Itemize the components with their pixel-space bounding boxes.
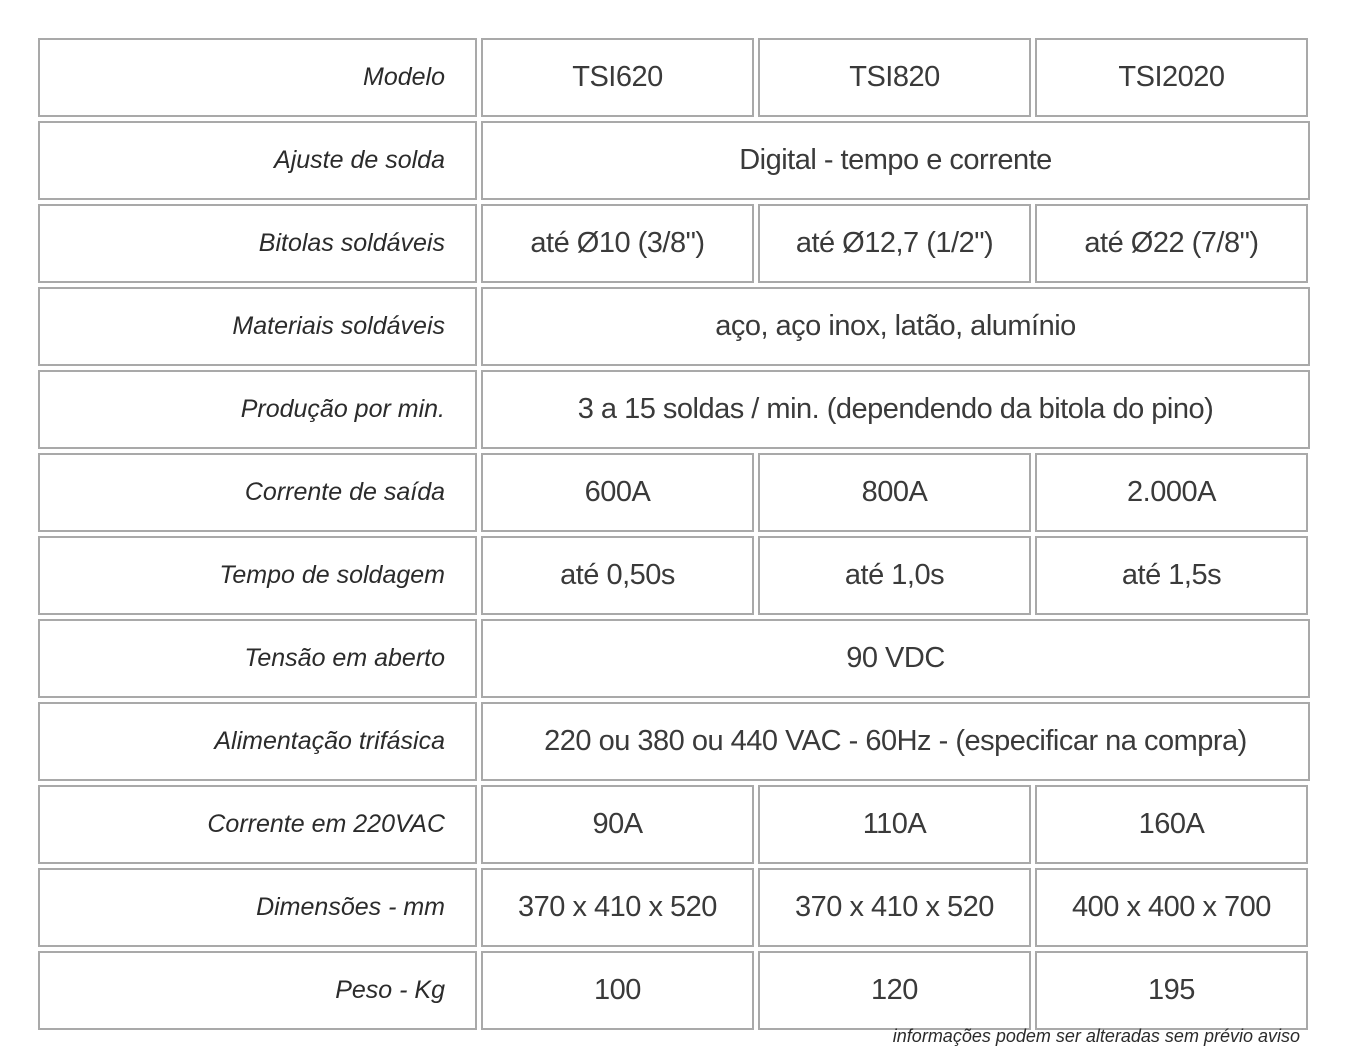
row-label: Dimensões - mm	[38, 868, 477, 947]
row-label: Tensão em aberto	[38, 619, 477, 698]
value-cell: 400 x 400 x 700	[1035, 868, 1308, 947]
value-cell: 120	[758, 951, 1031, 1030]
value-cell: 2.000A	[1035, 453, 1308, 532]
row-dimensoes	[38, 868, 1310, 947]
row-label: Alimentação trifásica	[38, 702, 477, 781]
row-label: Produção por min.	[38, 370, 477, 449]
spec-table	[38, 38, 1310, 1034]
value-cell: 370 x 410 x 520	[481, 868, 754, 947]
row-label: Corrente de saída	[38, 453, 477, 532]
value-cell: 110A	[758, 785, 1031, 864]
value-cell: TSI2020	[1035, 38, 1308, 117]
row-label: Corrente em 220VAC	[38, 785, 477, 864]
row-label: Peso - Kg	[38, 951, 477, 1030]
row-modelo	[38, 38, 1310, 117]
value-cell-spanning: aço, aço inox, latão, alumínio	[481, 287, 1310, 366]
value-cell: 800A	[758, 453, 1031, 532]
value-cell-spanning: 90 VDC	[481, 619, 1310, 698]
value-cell: 370 x 410 x 520	[758, 868, 1031, 947]
row-corrente-de-saida	[38, 453, 1310, 532]
row-peso	[38, 951, 1310, 1030]
row-tensao-em-aberto	[38, 619, 1310, 698]
row-tempo-de-soldagem	[38, 536, 1310, 615]
value-cell: 100	[481, 951, 754, 1030]
row-label: Tempo de soldagem	[38, 536, 477, 615]
row-bitolas-soldaveis	[38, 204, 1310, 283]
value-cell: 160A	[1035, 785, 1308, 864]
value-cell: até Ø22 (7/8")	[1035, 204, 1308, 283]
value-cell: até Ø12,7 (1/2")	[758, 204, 1031, 283]
value-cell: até 1,0s	[758, 536, 1031, 615]
row-label: Ajuste de solda	[38, 121, 477, 200]
row-alimentacao-trifasica	[38, 702, 1310, 781]
row-label: Bitolas soldáveis	[38, 204, 477, 283]
value-cell: 90A	[481, 785, 754, 864]
value-cell: 600A	[481, 453, 754, 532]
value-cell: TSI620	[481, 38, 754, 117]
value-cell: até Ø10 (3/8")	[481, 204, 754, 283]
row-materiais-soldaveis	[38, 287, 1310, 366]
row-label: Materiais soldáveis	[38, 287, 477, 366]
value-cell: 195	[1035, 951, 1308, 1030]
row-label: Modelo	[38, 38, 477, 117]
value-cell: TSI820	[758, 38, 1031, 117]
value-cell-spanning: Digital - tempo e corrente	[481, 121, 1310, 200]
value-cell-spanning: 3 a 15 soldas / min. (dependendo da bitola do pino)	[481, 370, 1310, 449]
row-producao-por-min	[38, 370, 1310, 449]
row-corrente-em-220vac	[38, 785, 1310, 864]
value-cell: até 0,50s	[481, 536, 754, 615]
value-cell-spanning: 220 ou 380 ou 440 VAC - 60Hz - (especificar na compra)	[481, 702, 1310, 781]
row-ajuste-de-solda	[38, 121, 1310, 200]
footnote: informações podem ser alteradas sem prévio aviso	[892, 1026, 1300, 1046]
value-cell: até 1,5s	[1035, 536, 1308, 615]
